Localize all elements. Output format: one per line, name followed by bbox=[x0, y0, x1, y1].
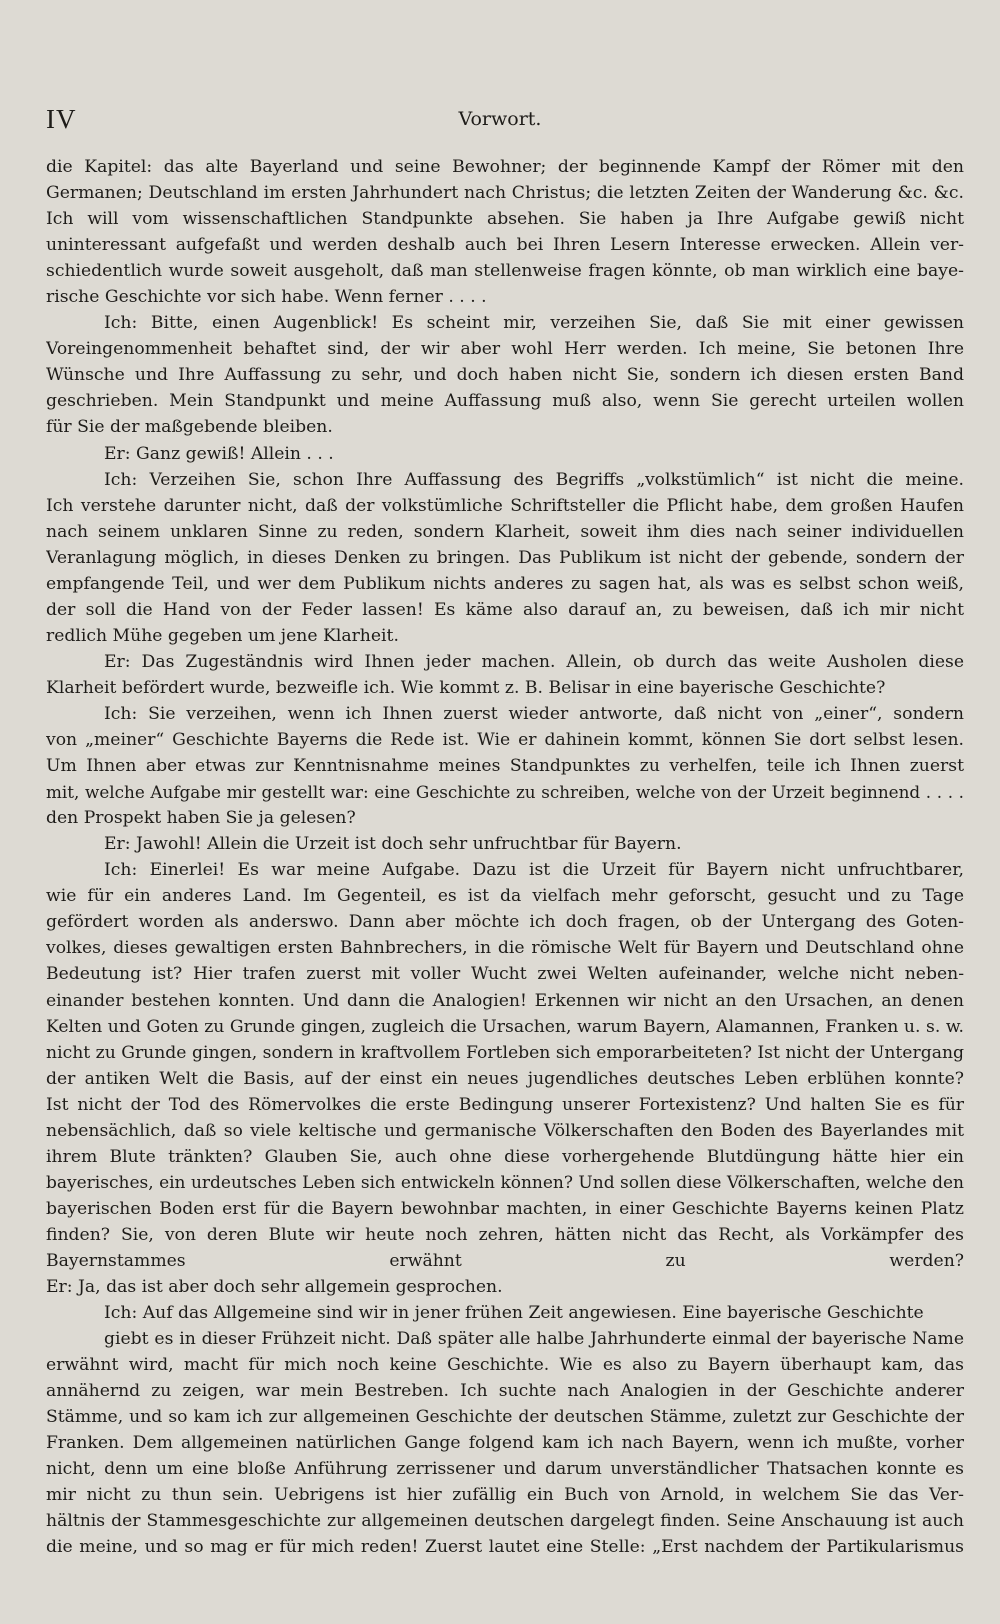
text-line: mit, welche Aufgabe mir gestellt war: eine Geschichte zu schreiben, welche von der Urzeit beginnend . . . . bbox=[46, 782, 964, 803]
text-line: Er: Ganz gewiß! Allein . . . bbox=[104, 443, 334, 464]
text-line: Ich: Einerlei! Es war meine Aufgabe. Dazu ist die Urzeit für Bayern nicht unfruchtbarer, bbox=[104, 860, 964, 881]
text-line: volkes, dieses gewaltigen ersten Bahnbrechers, in die römische Welt für Bayern und Deutschland ohne bbox=[46, 938, 964, 959]
text-line: Ich: Auf das Allgemeine sind wir in jener frühen Zeit angewiesen. Eine bayerische Geschichte bbox=[104, 1303, 924, 1324]
text-line: Stämme, und so kam ich zur allgemeinen Geschichte der deutschen Stämme, zuletzt zur Geschichte der bbox=[46, 1407, 964, 1428]
body-text bbox=[46, 154, 964, 1587]
text-line: nach seinem unklaren Sinne zu reden, sondern Klarheit, soweit ihm dies nach seiner individuellen bbox=[46, 521, 964, 542]
text-line: Wünsche und Ihre Auffassung zu sehr, und doch haben nicht Sie, sondern ich diesen ersten Band bbox=[46, 365, 964, 386]
text-line: empfangende Teil, und wer dem Publikum nichts anderes zu sagen hat, als was es selbst schon weiß, bbox=[46, 573, 964, 594]
text-line: gefördert worden als anderswo. Dann aber möchte ich doch fragen, ob der Untergang des Goten- bbox=[46, 912, 964, 933]
text-line: für Sie der maßgebende bleiben. bbox=[46, 417, 333, 438]
text-line: Klarheit befördert wurde, bezweifle ich. Wie kommt z. B. Belisar in eine bayerische Geschichte? bbox=[46, 677, 886, 698]
text-line bbox=[46, 1561, 964, 1587]
text-line: Er: Jawohl! Allein die Urzeit ist doch sehr unfruchtbar für Bayern. bbox=[104, 834, 682, 855]
text-line: finden? Sie, von deren Blute wir heute noch zehren, hätten nicht das Recht, als Vorkämpfer des bbox=[46, 1224, 964, 1245]
text-line: Er: Ja, das ist aber doch sehr allgemein gesprochen. bbox=[46, 1277, 503, 1298]
text-line: Voreingenommenheit behaftet sind, der wir aber wohl Herr werden. Ich meine, Sie betonen Ihre bbox=[46, 339, 964, 360]
text-line: schiedentlich wurde soweit ausgeholt, daß man stellenweise fragen könnte, ob man wirklich eine baye- bbox=[46, 261, 964, 282]
text-line: giebt es in dieser Frühzeit nicht. Daß später alle halbe Jahrhunderte einmal der bayerische Name bbox=[104, 1329, 964, 1350]
page-header bbox=[46, 104, 954, 138]
text-line: hältnis der Stammesgeschichte zur allgemeinen deutschen dargelegt finden. Seine Anschauung ist auch bbox=[46, 1511, 964, 1532]
text-line: der soll die Hand von der Feder lassen! Es käme also darauf an, zu beweisen, daß ich mir nicht bbox=[46, 599, 964, 620]
text-line: Um Ihnen aber etwas zur Kenntnisnahme meines Standpunktes zu verhelfen, teile ich Ihnen zuerst bbox=[46, 756, 964, 777]
text-line: Ich: Sie verzeihen, wenn ich Ihnen zuerst wieder antworte, daß nicht von „einer“, sondern bbox=[104, 703, 964, 724]
text-line: Veranlagung möglich, in dieses Denken zu bringen. Das Publikum ist nicht der gebende, sondern der bbox=[46, 547, 964, 568]
text-line: uninteressant aufgefaßt und werden deshalb auch bei Ihren Lesern Interesse erwecken. Allein ver- bbox=[46, 235, 964, 256]
text-line: Bayernstammes erwähnt zu werden? bbox=[46, 1250, 964, 1271]
text-line: geschrieben. Mein Standpunkt und meine Auffassung muß also, wenn Sie gerecht urteilen wollen bbox=[46, 391, 964, 412]
text-line: redlich Mühe gegeben um jene Klarheit. bbox=[46, 625, 399, 646]
text-line: der antiken Welt die Basis, auf der einst ein neues jugendliches deutsches Leben erblühen konnte? bbox=[46, 1068, 964, 1089]
text-line: nebensächlich, daß so viele keltische und germanische Völkerschaften den Boden des Bayerlandes mit bbox=[46, 1120, 964, 1141]
text-line: wie für ein anderes Land. Im Gegenteil, es ist da vielfach mehr geforscht, gesucht und zu Tage bbox=[46, 886, 964, 907]
text-line: Franken. Dem allgemeinen natürlichen Gange folgend kam ich nach Bayern, wenn ich mußte, vorher bbox=[46, 1433, 964, 1454]
text-line: Germanen; Deutschland im ersten Jahrhundert nach Christus; die letzten Zeiten der Wanderung &c. &c. bbox=[46, 183, 964, 204]
text-line: Kelten und Goten zu Grunde gingen, zugleich die Ursachen, warum Bayern, Alamannen, Franken u. s. w. bbox=[46, 1016, 964, 1037]
text-line: die meine, und so mag er für mich reden! Zuerst lautet eine Stelle: „Erst nachdem der Partikularismus bbox=[46, 1537, 964, 1558]
text-line: Ich: Verzeihen Sie, schon Ihre Auffassung des Begriffs „volkstümlich“ ist nicht die meine. bbox=[104, 469, 964, 490]
page-number: IV bbox=[46, 104, 77, 134]
running-title: Vorwort. bbox=[458, 108, 542, 130]
text-line: nicht, denn um eine bloße Anführung zerrissener und darum unverständlicher Thatsachen konnte es bbox=[46, 1459, 964, 1480]
text-line: bayerischen Boden erst für die Bayern bewohnbar machten, in einer Geschichte Bayerns keinen Platz bbox=[46, 1198, 964, 1219]
text-line: Ich: Bitte, einen Augenblick! Es scheint mir, verzeihen Sie, daß Sie mit einer gewissen bbox=[104, 313, 964, 334]
text-line: ihrem Blute tränkten? Glauben Sie, auch ohne diese vorhergehende Blutdüngung hätte hier ein bbox=[46, 1146, 964, 1167]
text-line: einander bestehen konnten. Und dann die Analogien! Erkennen wir nicht an den Ursachen, an denen bbox=[46, 990, 964, 1011]
text-line: annähernd zu zeigen, war mein Bestreben. Ich suchte nach Analogien in der Geschichte anderer bbox=[46, 1381, 964, 1402]
text-line: Er: Das Zugeständnis wird Ihnen jeder machen. Allein, ob durch das weite Ausholen diese bbox=[104, 651, 964, 672]
text-line: mir nicht zu thun sein. Uebrigens ist hier zufällig ein Buch von Arnold, in welchem Sie das Ver- bbox=[46, 1485, 964, 1506]
text-line: Bedeutung ist? Hier trafen zuerst mit voller Wucht zwei Welten aufeinander, welche nicht neben- bbox=[46, 964, 964, 985]
text-line: von „meiner“ Geschichte Bayerns die Rede ist. Wie er dahinein kommt, können Sie dort selbst lesen. bbox=[46, 730, 964, 751]
text-line: erwähnt wird, macht für mich noch keine Geschichte. Wie es also zu Bayern überhaupt kam, das bbox=[46, 1355, 964, 1376]
text-line: Ich verstehe darunter nicht, daß der volkstümliche Schriftsteller die Pflicht habe, dem großen Haufen bbox=[46, 495, 964, 516]
text-line: Ist nicht der Tod des Römervolkes die erste Bedingung unserer Fortexistenz? Und halten Sie es für bbox=[46, 1094, 964, 1115]
text-line: nicht zu Grunde gingen, sondern in kraftvollem Fortleben sich emporarbeiteten? Ist nicht der Untergang bbox=[46, 1042, 964, 1063]
text-line: den Prospekt haben Sie ja gelesen? bbox=[46, 808, 356, 829]
text-line: rische Geschichte vor sich habe. Wenn ferner . . . . bbox=[46, 287, 487, 308]
text-line: die Kapitel: das alte Bayerland und seine Bewohner; der beginnende Kampf der Römer mit den bbox=[46, 157, 964, 177]
text-line: Ich will vom wissenschaftlichen Standpunkte absehen. Sie haben ja Ihre Aufgabe gewiß nicht bbox=[46, 209, 964, 230]
text-line: bayerisches, ein urdeutsches Leben sich entwickeln können? Und sollen diese Völkerschaften, welche den bbox=[46, 1172, 964, 1193]
